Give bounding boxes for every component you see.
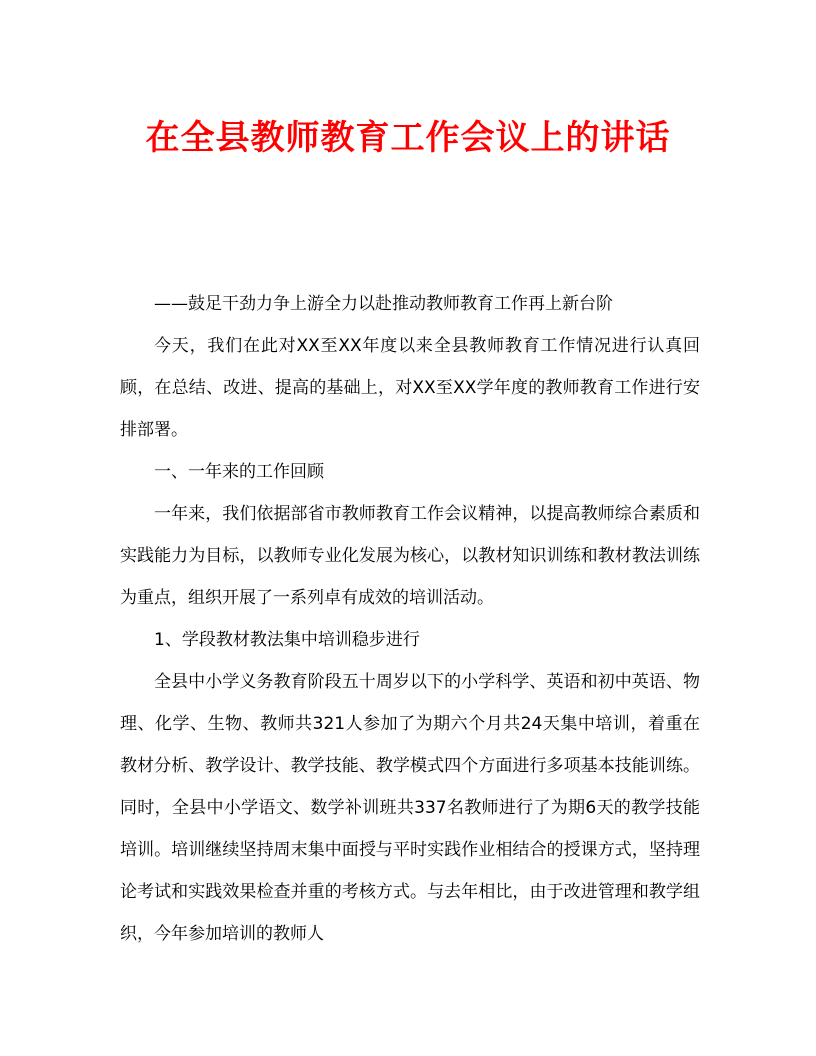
subtitle-paragraph: ——鼓足干劲力争上游全力以赴推动教师教育工作再上新台阶 xyxy=(154,294,613,314)
document-body xyxy=(120,283,700,955)
review-paragraph: 一年来，我们依据部省市教师教育工作会议精神，以提高教师综合素质和实践能力为目标，以教师专业化发展为核心，以教材知识训练和教材教法训练为重点，组织开展了一系列卓有成效的培训活动。 xyxy=(120,504,700,608)
document-title: 在全县教师教育工作会议上的讲话 xyxy=(145,118,671,158)
subsection-heading: 1、学段教材教法集中培训稳步进行 xyxy=(154,630,420,650)
section-heading: 一、一年来的工作回顾 xyxy=(154,462,324,482)
training-paragraph: 全县中小学义务教育阶段五十周岁以下的小学科学、英语和初中英语、物理、化学、生物、教师共321人参加了为期六个月共24天集中培训，着重在教材分析、教学设计、教学技能、教学模式四个方面进行多项基本技能训练。同时，全县中小学语文、数学补训班共337名教师进行了为期6天的教学技能培训。培训继续坚持周末集中面授与平时实践作业相结合的授课方式，坚持理论考试和实践效果检查并重的考核方式。与去年相比，由于改进管理和教学组织，今年参加培训的教师人 xyxy=(120,672,700,944)
intro-paragraph: 今天，我们在此对XX至XX年度以来全县教师教育工作情况进行认真回顾，在总结、改进、提高的基础上，对XX至XX学年度的教师教育工作进行安排部署。 xyxy=(120,336,700,440)
